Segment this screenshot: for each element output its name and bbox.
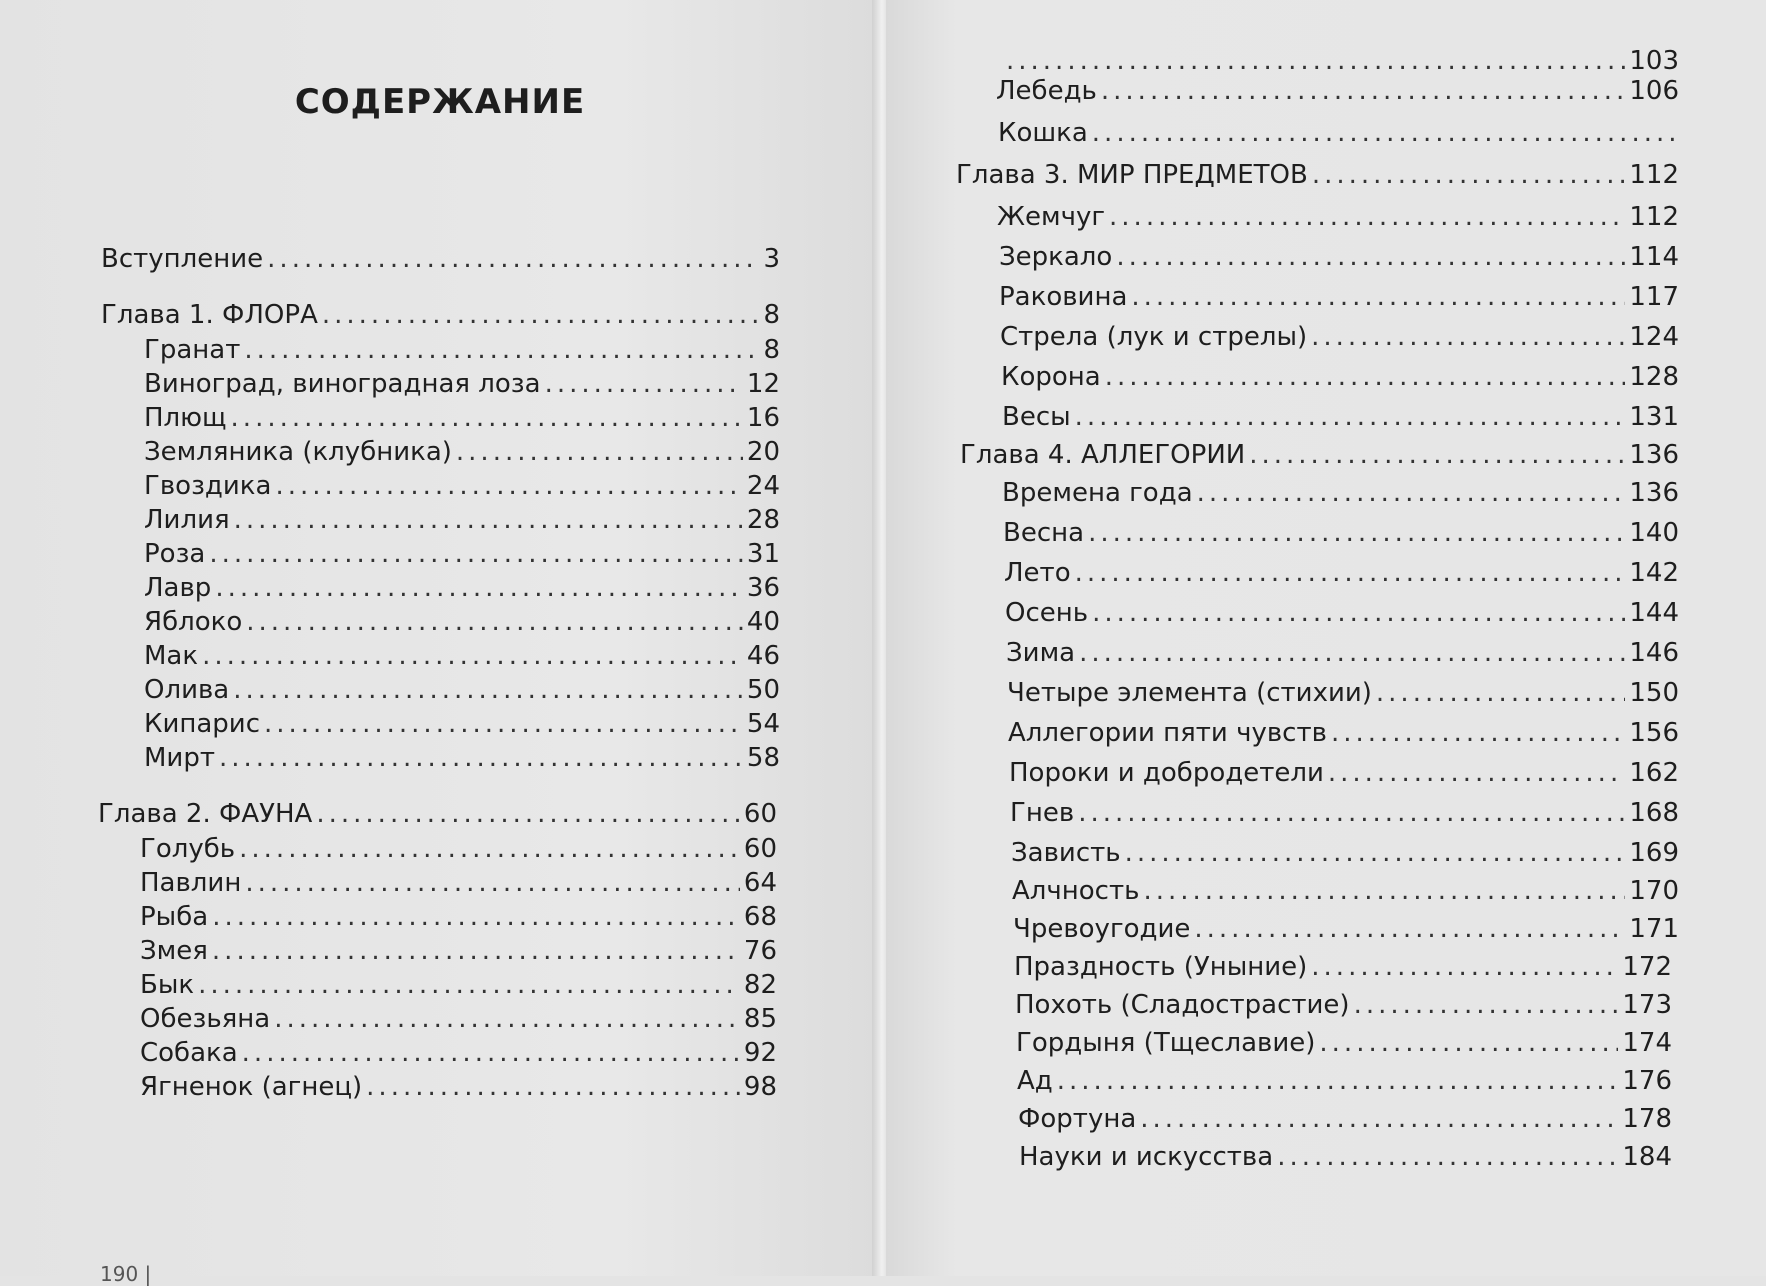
toc-entry bbox=[144, 537, 780, 571]
dot-leader bbox=[1078, 796, 1625, 830]
toc-page-number: 140 bbox=[1629, 518, 1679, 548]
toc-entry bbox=[144, 333, 780, 367]
dot-leader bbox=[1277, 1140, 1618, 1174]
dot-leader bbox=[1092, 596, 1625, 630]
toc-entry-title: Чревоугодие bbox=[1013, 914, 1191, 944]
toc-page-number: 171 bbox=[1629, 914, 1679, 944]
toc-page-number: 169 bbox=[1629, 838, 1679, 868]
toc-page-number: 170 bbox=[1629, 876, 1679, 906]
toc-entry-title: Глава 3. МИР ПРЕДМЕТОВ bbox=[956, 160, 1308, 190]
toc-entry-title: Мак bbox=[144, 641, 199, 671]
toc-entry-title: Ягненок (агнец) bbox=[140, 1072, 363, 1102]
dot-leader bbox=[322, 298, 760, 332]
toc-entry-title: Лавр bbox=[144, 573, 212, 603]
toc-page-number: 60 bbox=[743, 834, 777, 864]
toc-entry-title: Похоть (Сладострастие) bbox=[1015, 990, 1350, 1020]
toc-entry-title: Глава 2. ФАУНА bbox=[98, 799, 313, 829]
dot-leader bbox=[1109, 200, 1625, 234]
toc-entry bbox=[1000, 320, 1679, 354]
toc-entry bbox=[144, 401, 780, 435]
toc-entry bbox=[1013, 912, 1679, 946]
dot-leader bbox=[274, 1002, 740, 1036]
toc-page-number: 112 bbox=[1629, 202, 1679, 232]
toc-page-number: 28 bbox=[746, 505, 780, 535]
toc-entry-title: Гнев bbox=[1010, 798, 1075, 828]
dot-leader bbox=[1249, 438, 1625, 472]
toc-page-number: 144 bbox=[1629, 598, 1679, 628]
dot-leader bbox=[1376, 676, 1625, 710]
toc-entry-title: Голубь bbox=[140, 834, 236, 864]
dot-leader bbox=[1075, 556, 1626, 590]
dot-leader bbox=[1131, 280, 1625, 314]
toc-entry-title: Змея bbox=[140, 936, 208, 966]
toc-page-number: 136 bbox=[1629, 440, 1679, 470]
toc-entry bbox=[1011, 836, 1679, 870]
toc-entry-title: Гранат bbox=[144, 335, 241, 365]
toc-page-number: 92 bbox=[743, 1038, 777, 1068]
toc-page-number: 8 bbox=[763, 335, 780, 365]
dot-leader bbox=[456, 435, 743, 469]
dot-leader bbox=[1105, 360, 1626, 394]
toc-page-number: 117 bbox=[1629, 282, 1679, 312]
dot-leader bbox=[267, 242, 759, 276]
toc-page-number: 178 bbox=[1622, 1104, 1672, 1134]
toc-entry-title: Собака bbox=[140, 1038, 238, 1068]
toc-page-number: 124 bbox=[1629, 322, 1679, 352]
toc-entry-title: Кипарис bbox=[144, 709, 260, 739]
toc-page-number: 98 bbox=[743, 1072, 777, 1102]
dot-leader bbox=[1319, 1026, 1618, 1060]
toc-entry bbox=[1004, 556, 1679, 590]
page-title: СОДЕРЖАНИЕ bbox=[294, 82, 586, 122]
toc-entry bbox=[999, 240, 1679, 274]
toc-entry-title: Глава 4. АЛЛЕГОРИИ bbox=[960, 440, 1246, 470]
toc-entry bbox=[1001, 360, 1679, 394]
dot-leader bbox=[1143, 874, 1625, 908]
toc-entry-title: Павлин bbox=[140, 868, 242, 898]
toc-entry bbox=[1014, 950, 1672, 984]
toc-page-number: 8 bbox=[763, 300, 780, 330]
toc-entry-title: Праздность (Уныние) bbox=[1014, 952, 1308, 982]
toc-page-number: 82 bbox=[743, 970, 777, 1000]
toc-page-number: 142 bbox=[1629, 558, 1679, 588]
dot-leader bbox=[219, 741, 743, 775]
dot-leader bbox=[275, 469, 742, 503]
toc-entry bbox=[140, 968, 777, 1002]
toc-entry bbox=[144, 435, 780, 469]
toc-entry-title: Глава 1. ФЛОРА bbox=[101, 300, 318, 330]
toc-entry-title: Бык bbox=[140, 970, 195, 1000]
dot-leader bbox=[1116, 240, 1625, 274]
toc-page-number: 128 bbox=[1629, 362, 1679, 392]
toc-page-number: 50 bbox=[746, 675, 780, 705]
toc-entry-title: Времена года bbox=[1002, 478, 1193, 508]
toc-entry-title: Виноград, виноградная лоза bbox=[144, 369, 541, 399]
dot-leader bbox=[1006, 44, 1625, 78]
toc-entry-title: Весна bbox=[1003, 518, 1085, 548]
dot-leader bbox=[1075, 400, 1626, 434]
toc-entry bbox=[140, 1070, 777, 1104]
dot-leader bbox=[1057, 1064, 1619, 1098]
dot-leader bbox=[202, 639, 743, 673]
dot-leader bbox=[1328, 756, 1626, 790]
toc-entry bbox=[101, 298, 780, 332]
toc-page-number: 146 bbox=[1629, 638, 1679, 668]
toc-entry bbox=[144, 503, 780, 537]
toc-entry-title: Зависть bbox=[1011, 838, 1121, 868]
dot-leader bbox=[1194, 912, 1625, 946]
toc-page-number: 184 bbox=[1622, 1142, 1672, 1172]
toc-entry-title: Зима bbox=[1006, 638, 1076, 668]
toc-entry bbox=[1017, 1064, 1672, 1098]
toc-entry bbox=[140, 1036, 777, 1070]
toc-entry-title: Гвоздика bbox=[144, 471, 272, 501]
dot-leader bbox=[264, 707, 743, 741]
toc-entry bbox=[1012, 874, 1679, 908]
toc-page-number: 40 bbox=[746, 607, 780, 637]
toc-entry bbox=[1005, 596, 1679, 630]
toc-entry bbox=[1006, 636, 1679, 670]
toc-entry-title: Лебедь bbox=[996, 76, 1097, 106]
toc-entry-title: Олива bbox=[144, 675, 230, 705]
toc-entry bbox=[1019, 1140, 1672, 1174]
toc-entry bbox=[1016, 1026, 1672, 1060]
toc-page-number: 112 bbox=[1629, 160, 1679, 190]
toc-page-number: 24 bbox=[746, 471, 780, 501]
right-page bbox=[886, 0, 1766, 1276]
toc-entry-title: Стрела (лук и стрелы) bbox=[1000, 322, 1308, 352]
toc-page-number: 68 bbox=[743, 902, 777, 932]
toc-entry bbox=[98, 797, 777, 831]
toc-entry-title: Вступление bbox=[101, 244, 264, 274]
dot-leader bbox=[242, 1036, 740, 1070]
toc-entry bbox=[140, 866, 777, 900]
toc-entry bbox=[960, 438, 1679, 472]
toc-page-number: 64 bbox=[743, 868, 777, 898]
toc-entry bbox=[144, 469, 780, 503]
toc-entry bbox=[1009, 756, 1679, 790]
toc-entry bbox=[956, 158, 1679, 192]
toc-page-number: 162 bbox=[1629, 758, 1679, 788]
toc-entry-title: Науки и искусства bbox=[1019, 1142, 1274, 1172]
toc-entry-continued bbox=[1002, 44, 1679, 78]
toc-entry bbox=[140, 1002, 777, 1036]
dot-leader bbox=[545, 367, 743, 401]
toc-entry bbox=[144, 571, 780, 605]
toc-page-number: 31 bbox=[746, 539, 780, 569]
dot-leader bbox=[1311, 320, 1625, 354]
toc-entry-title: Гордыня (Тщеславие) bbox=[1016, 1028, 1316, 1058]
dot-leader bbox=[212, 934, 740, 968]
dot-leader bbox=[234, 503, 743, 537]
toc-entry bbox=[144, 707, 780, 741]
toc-entry bbox=[140, 832, 777, 866]
toc-entry bbox=[997, 200, 1679, 234]
toc-entry bbox=[1018, 1102, 1672, 1136]
dot-leader bbox=[1354, 988, 1619, 1022]
dot-leader bbox=[1312, 158, 1626, 192]
dot-leader bbox=[215, 571, 743, 605]
dot-leader bbox=[1125, 836, 1626, 870]
toc-entry bbox=[1015, 988, 1672, 1022]
toc-entry bbox=[998, 116, 1679, 150]
toc-entry-title: Рыба bbox=[140, 902, 209, 932]
toc-entry bbox=[144, 673, 780, 707]
toc-entry bbox=[144, 741, 780, 775]
toc-entry bbox=[1008, 716, 1679, 750]
toc-page-number: 131 bbox=[1629, 402, 1679, 432]
toc-entry bbox=[101, 242, 780, 276]
toc-entry bbox=[1003, 516, 1679, 550]
toc-entry-title: Зеркало bbox=[999, 242, 1113, 272]
dot-leader bbox=[198, 968, 740, 1002]
toc-entry-title: Четыре элемента (стихии) bbox=[1007, 678, 1372, 708]
dot-leader bbox=[212, 900, 740, 934]
toc-page-number: 76 bbox=[743, 936, 777, 966]
toc-page-number: 46 bbox=[746, 641, 780, 671]
toc-entry bbox=[144, 367, 780, 401]
toc-entry-title: Яблоко bbox=[144, 607, 243, 637]
toc-page-number: 172 bbox=[1622, 952, 1672, 982]
dot-leader bbox=[1092, 116, 1675, 150]
dot-leader bbox=[239, 832, 740, 866]
toc-entry-title: Кошка bbox=[998, 118, 1088, 148]
toc-entry bbox=[1002, 476, 1679, 510]
dot-leader bbox=[233, 673, 743, 707]
toc-page-number: 136 bbox=[1629, 478, 1679, 508]
toc-page-number: 20 bbox=[746, 437, 780, 467]
dot-leader bbox=[1331, 716, 1625, 750]
dot-leader bbox=[1101, 74, 1625, 108]
toc-entry bbox=[140, 900, 777, 934]
toc-page-number: 173 bbox=[1622, 990, 1672, 1020]
toc-page-number: 103 bbox=[1629, 46, 1679, 76]
toc-page-number: 174 bbox=[1622, 1028, 1672, 1058]
toc-entry-title: Осень bbox=[1005, 598, 1089, 628]
toc-entry-title: Плющ bbox=[144, 403, 227, 433]
toc-page-number: 36 bbox=[746, 573, 780, 603]
toc-page-number: 54 bbox=[746, 709, 780, 739]
toc-entry-title: Пороки и добродетели bbox=[1009, 758, 1324, 788]
dot-leader bbox=[1311, 950, 1618, 984]
toc-page-number: 85 bbox=[743, 1004, 777, 1034]
toc-page-number: 176 bbox=[1622, 1066, 1672, 1096]
toc-entry-title: Лилия bbox=[144, 505, 230, 535]
dot-leader bbox=[1079, 636, 1625, 670]
toc-page-number: 106 bbox=[1629, 76, 1679, 106]
dot-leader bbox=[209, 537, 743, 571]
left-page bbox=[0, 0, 880, 1286]
toc-entry-title: Ад bbox=[1017, 1066, 1053, 1096]
dot-leader bbox=[1140, 1102, 1618, 1136]
toc-entry bbox=[140, 934, 777, 968]
toc-entry bbox=[144, 639, 780, 673]
dot-leader bbox=[316, 797, 740, 831]
dot-leader bbox=[231, 401, 743, 435]
toc-entry-title: Весы bbox=[1002, 402, 1071, 432]
toc-entry-title: Корона bbox=[1001, 362, 1101, 392]
dot-leader bbox=[1088, 516, 1625, 550]
dot-leader bbox=[245, 866, 740, 900]
toc-entry-title: Раковина bbox=[999, 282, 1128, 312]
toc-page-number: 114 bbox=[1629, 242, 1679, 272]
toc-page-number: 156 bbox=[1629, 718, 1679, 748]
toc-entry bbox=[999, 280, 1679, 314]
toc-entry-title: Фортуна bbox=[1018, 1104, 1137, 1134]
toc-entry-title: Земляника (клубника) bbox=[144, 437, 452, 467]
toc-entry-title: Лето bbox=[1004, 558, 1071, 588]
toc-page-number: 58 bbox=[746, 743, 780, 773]
toc-entry bbox=[1007, 676, 1679, 710]
toc-entry-title: Алчность bbox=[1012, 876, 1140, 906]
toc-entry bbox=[996, 74, 1679, 108]
toc-page-number: 3 bbox=[763, 244, 780, 274]
toc-page-number: 150 bbox=[1629, 678, 1679, 708]
toc-page-number: 16 bbox=[746, 403, 780, 433]
toc-page-number: 12 bbox=[746, 369, 780, 399]
toc-page-number: 168 bbox=[1629, 798, 1679, 828]
toc-page-number: 60 bbox=[743, 799, 777, 829]
toc-entry bbox=[1010, 796, 1679, 830]
page-number: 190 | bbox=[100, 1262, 152, 1286]
dot-leader bbox=[1197, 476, 1626, 510]
dot-leader bbox=[246, 605, 743, 639]
dot-leader bbox=[366, 1070, 740, 1104]
toc-entry-title: Аллегории пяти чувств bbox=[1008, 718, 1327, 748]
toc-entry bbox=[144, 605, 780, 639]
toc-entry bbox=[1002, 400, 1679, 434]
toc-entry-title: Жемчуг bbox=[997, 202, 1106, 232]
toc-entry-title: Обезьяна bbox=[140, 1004, 271, 1034]
dot-leader bbox=[244, 333, 759, 367]
toc-entry-title: Мирт bbox=[144, 743, 215, 773]
toc-entry-title: Роза bbox=[144, 539, 206, 569]
